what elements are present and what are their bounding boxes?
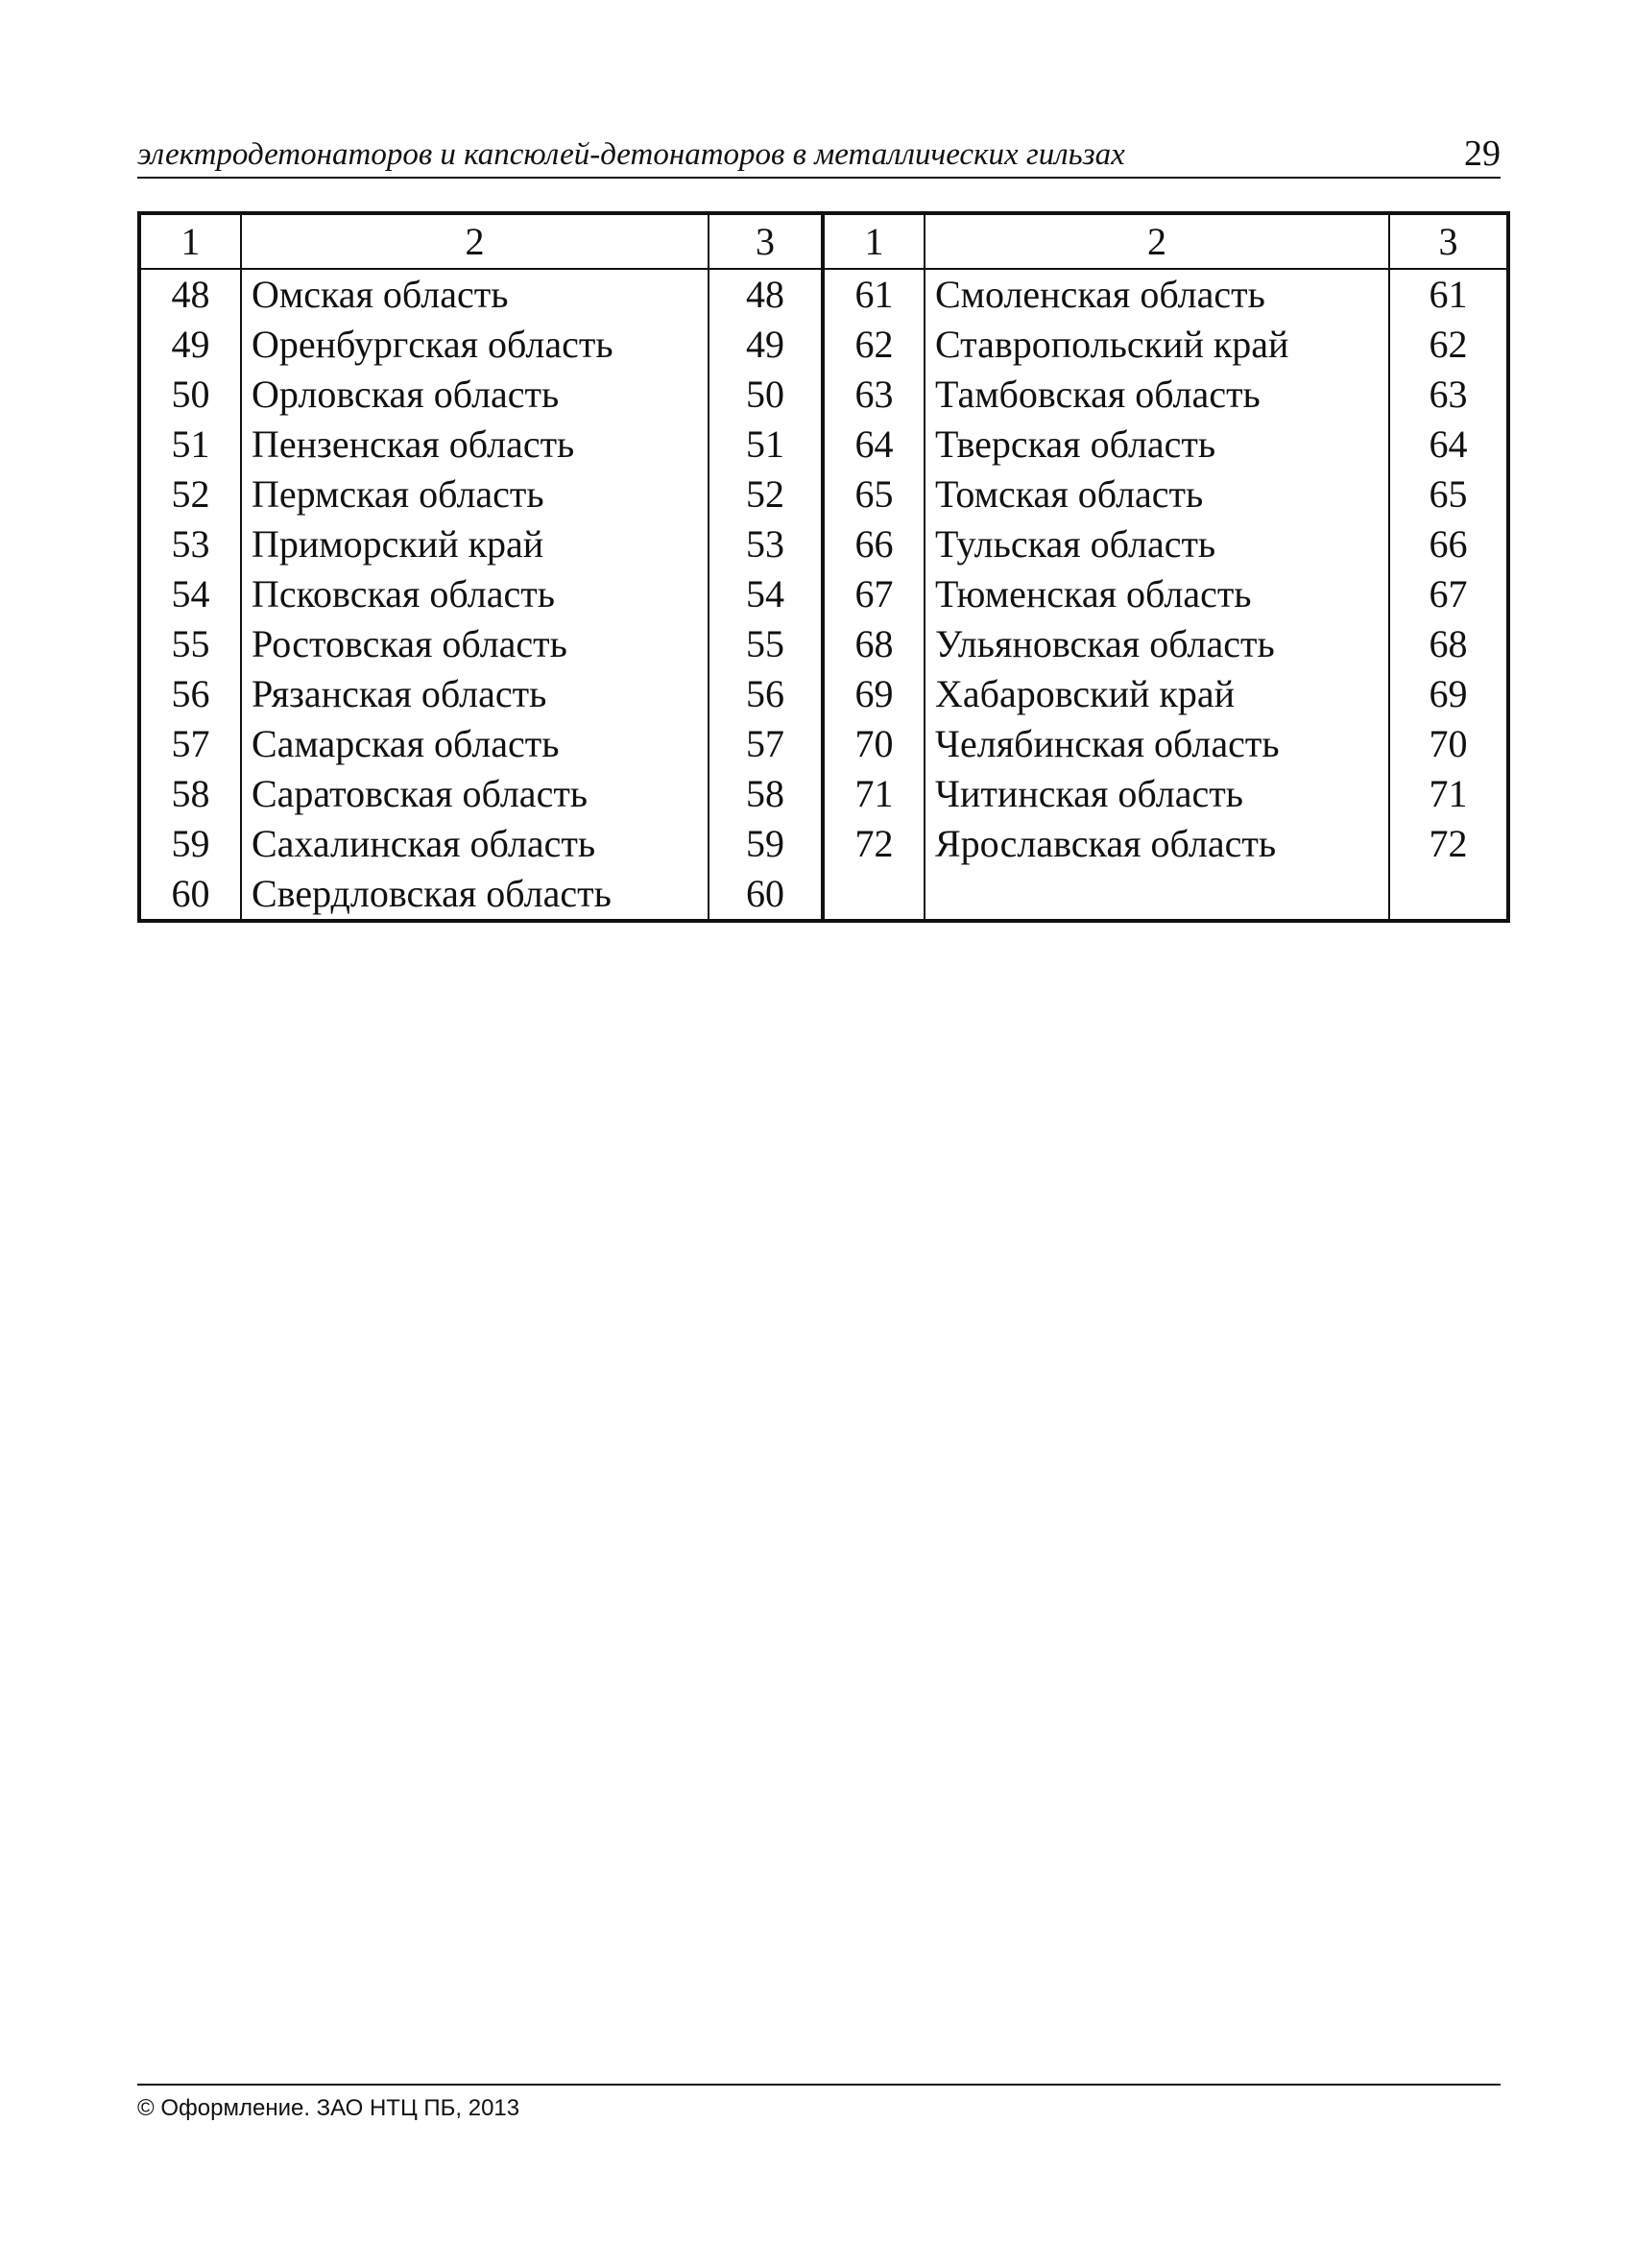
footer [137,2084,1501,2122]
copyright-text: © Оформление. ЗАО НТЦ ПБ, 2013 [137,2095,520,2121]
region-name-cell: Оренбургская область [241,320,709,370]
region-name-cell: Читинская область [925,769,1389,819]
region-number-cell: 56 [709,669,823,719]
region-number-cell: 72 [1389,819,1508,869]
region-code-cell: 62 [823,320,925,370]
region-number-cell: 61 [1389,269,1508,320]
region-number-cell: 67 [1389,569,1508,619]
region-number-cell: 64 [1389,420,1508,470]
region-code-cell: 71 [823,769,925,819]
table-row [139,320,1508,370]
region-number-cell: 70 [1389,719,1508,769]
region-code-cell: 61 [823,269,925,320]
region-code-cell: 60 [139,869,241,921]
region-number-cell: 58 [709,769,823,819]
table-row [139,519,1508,569]
column-header: 2 [241,213,709,269]
region-number-cell: 49 [709,320,823,370]
region-code-cell [823,869,925,921]
column-header: 2 [925,213,1389,269]
table-row [139,669,1508,719]
region-code-cell: 58 [139,769,241,819]
region-name-cell: Тамбовская область [925,370,1389,420]
region-code-cell: 67 [823,569,925,619]
region-code-cell: 54 [139,569,241,619]
region-number-cell: 52 [709,470,823,519]
region-name-cell: Ростовская область [241,619,709,669]
table-row [139,569,1508,619]
region-name-cell: Смоленская область [925,269,1389,320]
running-header [137,133,1501,179]
region-code-cell: 50 [139,370,241,420]
column-header: 1 [823,213,925,269]
table-row [139,769,1508,819]
running-header-title: электродетонаторов и капсюлей-детонаторов в металлических гильзах [137,137,1125,172]
region-number-cell: 60 [709,869,823,921]
table-row [139,819,1508,869]
region-name-cell: Челябинская область [925,719,1389,769]
region-number-cell: 68 [1389,619,1508,669]
region-code-cell: 57 [139,719,241,769]
region-number-cell [1389,869,1508,921]
table-row [139,370,1508,420]
region-name-cell: Омская область [241,269,709,320]
region-name-cell [925,869,1389,921]
region-code-cell: 64 [823,420,925,470]
region-code-cell: 48 [139,269,241,320]
region-number-cell: 57 [709,719,823,769]
region-name-cell: Самарская область [241,719,709,769]
region-name-cell: Рязанская область [241,669,709,719]
region-number-cell: 69 [1389,669,1508,719]
region-name-cell: Приморский край [241,519,709,569]
region-name-cell: Хабаровский край [925,669,1389,719]
region-number-cell: 59 [709,819,823,869]
region-code-cell: 52 [139,470,241,519]
region-code-cell: 49 [139,320,241,370]
region-name-cell: Тюменская область [925,569,1389,619]
table-row [139,719,1508,769]
column-header: 3 [709,213,823,269]
region-name-cell: Сахалинская область [241,819,709,869]
region-name-cell: Свердловская область [241,869,709,921]
region-code-cell: 66 [823,519,925,569]
region-code-cell: 69 [823,669,925,719]
region-number-cell: 53 [709,519,823,569]
region-code-cell: 51 [139,420,241,470]
region-code-cell: 56 [139,669,241,719]
table-row [139,869,1508,921]
table-body [139,269,1508,921]
region-code-cell: 68 [823,619,925,669]
table-row [139,619,1508,669]
region-name-cell: Ярославская область [925,819,1389,869]
region-name-cell: Томская область [925,470,1389,519]
region-number-cell: 62 [1389,320,1508,370]
region-number-cell: 51 [709,420,823,470]
table-row [139,420,1508,470]
region-name-cell: Псковская область [241,569,709,619]
region-name-cell: Орловская область [241,370,709,420]
region-number-cell: 66 [1389,519,1508,569]
column-header: 3 [1389,213,1508,269]
region-code-cell: 70 [823,719,925,769]
region-number-cell: 65 [1389,470,1508,519]
region-code-cell: 53 [139,519,241,569]
region-name-cell: Пермская область [241,470,709,519]
table-header-row [139,213,1508,269]
region-code-cell: 55 [139,619,241,669]
table-header [139,213,1508,269]
region-name-cell: Тульская область [925,519,1389,569]
region-code-cell: 63 [823,370,925,420]
region-name-cell: Ставропольский край [925,320,1389,370]
region-number-cell: 54 [709,569,823,619]
region-name-cell: Тверская область [925,420,1389,470]
region-number-cell: 55 [709,619,823,669]
region-name-cell: Пензенская область [241,420,709,470]
table-row [139,269,1508,320]
region-code-cell: 59 [139,819,241,869]
page-number: 29 [1464,133,1501,174]
region-number-cell: 48 [709,269,823,320]
column-header: 1 [139,213,241,269]
region-code-cell: 72 [823,819,925,869]
region-number-cell: 63 [1389,370,1508,420]
table-row [139,470,1508,519]
region-code-cell: 65 [823,470,925,519]
region-number-cell: 50 [709,370,823,420]
region-name-cell: Ульяновская область [925,619,1389,669]
region-number-cell: 71 [1389,769,1508,819]
regions-table [137,211,1510,923]
region-name-cell: Саратовская область [241,769,709,819]
